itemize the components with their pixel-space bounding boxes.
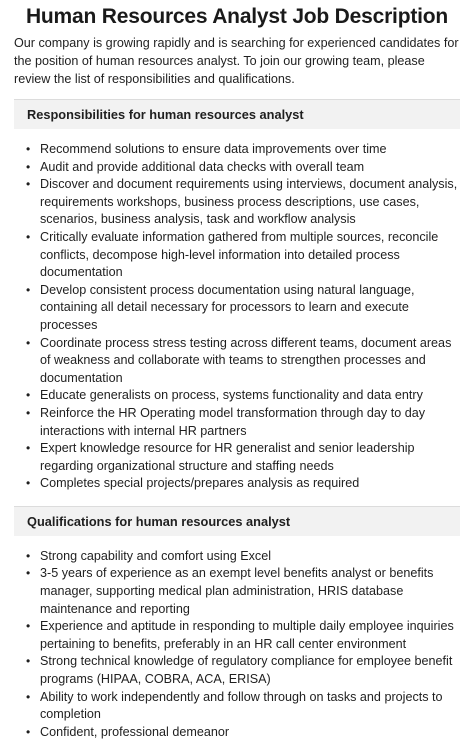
bullet-icon: • [26, 229, 31, 244]
responsibilities-list [14, 141, 460, 493]
list-item-text: 3-5 years of experience as an exempt level benefits analyst or benefits manager, supporting medical plan administration, HRIS database maintenance and reporting [40, 566, 434, 616]
bullet-icon: • [26, 335, 31, 350]
list-item-text: Experience and aptitude in responding to multiple daily employee inquiries pertaining to benefits, preferably in an HR call center environment [40, 619, 454, 651]
list-item-text: Develop consistent process documentation using natural language, containing all detail necessary for processors to learn and execute processes [40, 282, 415, 332]
list-item-text: Strong capability and comfort using Excel [40, 548, 272, 563]
intro-paragraph: Our company is growing rapidly and is searching for experienced candidates for the position of human resources analyst. To join our growing team, please review the list of responsibilities and qualifications. [14, 36, 459, 86]
list-item [26, 387, 460, 405]
list-item-text: Educate generalists on process, systems functionality and data entry [40, 388, 423, 403]
list-item-text: Audit and provide additional data checks with overall team [40, 159, 365, 174]
bullet-icon: • [26, 441, 31, 456]
list-item-text: Confident, professional demeanor [40, 724, 230, 739]
list-item [26, 475, 460, 493]
bullet-icon: • [26, 282, 31, 297]
list-item [26, 653, 460, 688]
list-item-text: Recommend solutions to ensure data improvements over time [40, 142, 387, 156]
page-title: Human Resources Analyst Job Description [25, 5, 449, 28]
list-item [26, 141, 460, 159]
list-item [26, 440, 460, 475]
bullet-icon: • [26, 654, 31, 669]
qualifications-list [14, 548, 460, 742]
bullet-icon: • [26, 159, 31, 174]
list-item-text: Expert knowledge resource for HR generalist and senior leadership regarding organizational structure and staffing needs [40, 441, 415, 473]
list-item-text: Critically evaluate information gathered from multiple sources, reconcile conflicts, decompose high-level information into detailed process documentation [40, 229, 439, 280]
bullet-icon: • [26, 566, 31, 581]
list-item-text: Strong technical knowledge of regulatory compliance for employee benefit programs (HIPAA, COBRA, ACA, ERISA) [40, 654, 453, 687]
list-item [26, 229, 460, 282]
bullet-icon: • [26, 724, 31, 739]
list-item-text: Reinforce the HR Operating model transformation through day to day interactions with internal HR partners [40, 405, 426, 438]
list-item [26, 159, 460, 177]
list-item-text: Discover and document requirements using interviews, document analysis, requirements workshops, business process descriptions, use cases, scenarios, business analysis, task and workflow analysis [40, 177, 458, 227]
bullet-icon: • [26, 388, 31, 403]
bullet-icon: • [26, 177, 31, 192]
list-item [26, 689, 460, 724]
bullet-icon: • [26, 476, 31, 491]
list-item [26, 405, 460, 440]
list-item [26, 548, 460, 566]
list-item [26, 282, 460, 335]
list-item [26, 565, 460, 618]
list-item-text: Ability to work independently and follow through on tasks and projects to completion [40, 689, 443, 722]
responsibilities-header: Responsibilities for human resources analyst [14, 99, 460, 129]
list-item [26, 335, 460, 388]
qualifications-header: Qualifications for human resources analyst [14, 506, 460, 536]
bullet-icon: • [26, 405, 31, 420]
list-item [26, 176, 460, 229]
bullet-icon: • [26, 142, 31, 156]
list-item [26, 618, 460, 653]
list-item-text: Coordinate process stress testing across different teams, document areas of weakness and collaborate with teams to strengthen processes and documentation [40, 335, 452, 385]
bullet-icon: • [26, 548, 31, 563]
bullet-icon: • [26, 689, 31, 704]
list-item [26, 724, 460, 742]
bullet-icon: • [26, 619, 31, 634]
list-item-text: Completes special projects/prepares analysis as required [40, 476, 360, 491]
